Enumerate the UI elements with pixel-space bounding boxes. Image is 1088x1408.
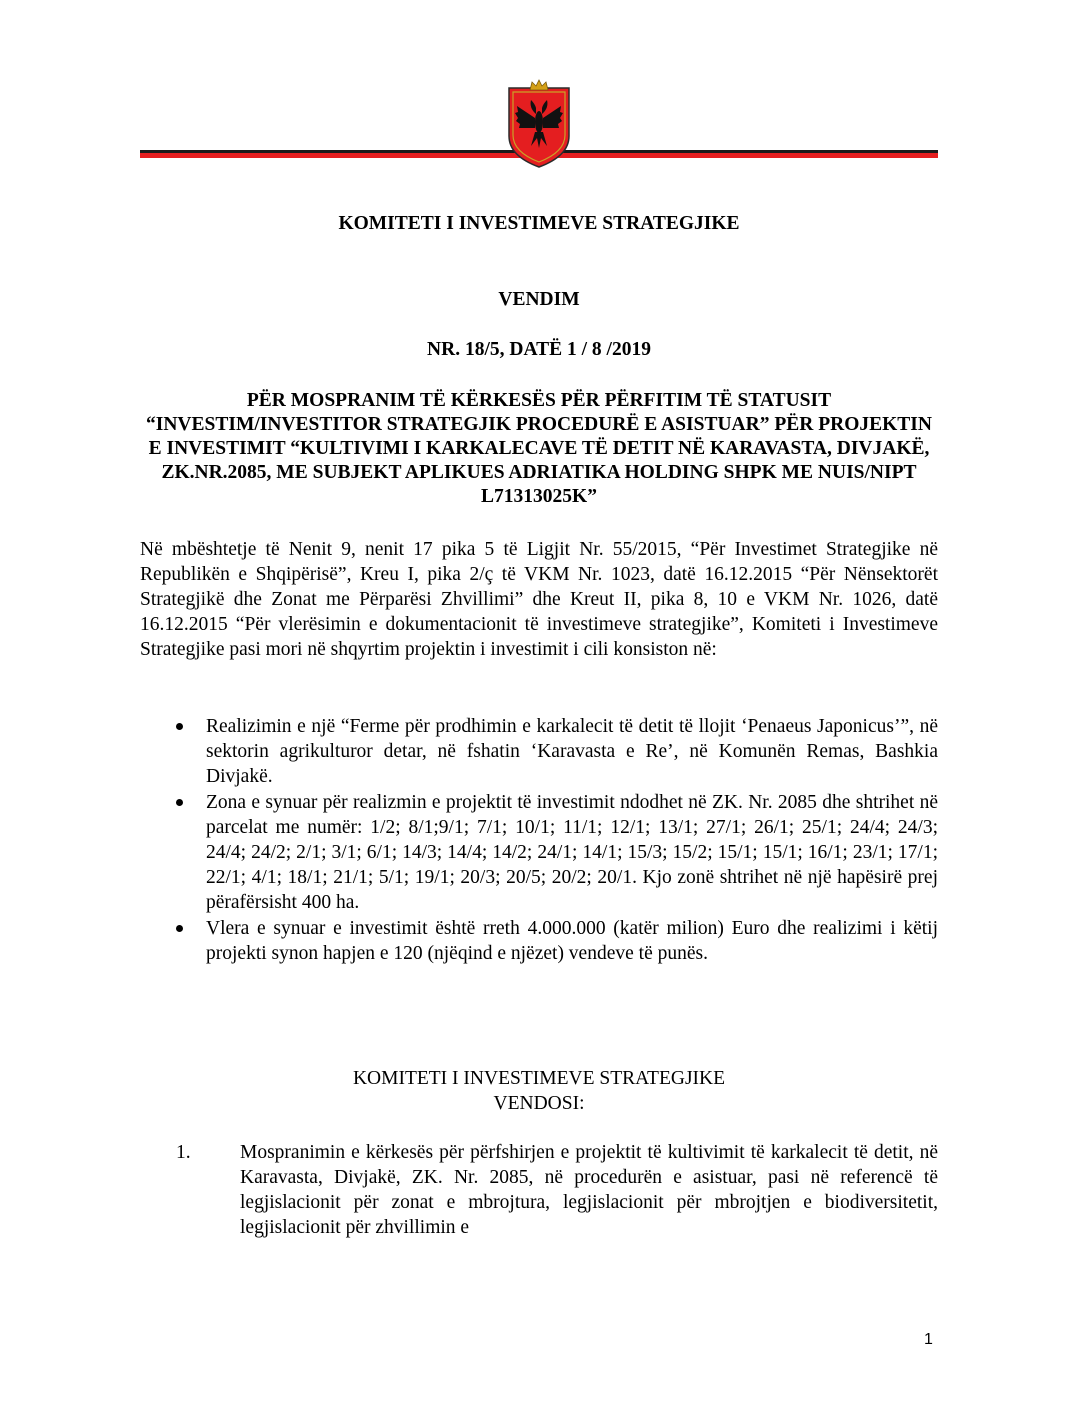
decides-committee-title: KOMITETI I INVESTIMEVE STRATEGJIKE	[352, 1068, 726, 1089]
decision-item-number: 1.	[176, 1142, 191, 1163]
subject-line: L71313025K”	[481, 486, 597, 507]
decision-type-title: VENDIM	[498, 289, 580, 310]
committee-title: KOMITETI I INVESTIMEVE STRATEGJIKE	[338, 213, 740, 234]
legal-basis-paragraph: Në mbështetje të Nenit 9, nenit 17 pika 5 të Ligjit Nr. 55/2015, “Për Investimet Strategjike në Republikën e Shqipërisë”, Kreu I, pika 2/ç të VKM Nr. 1023, datë 16.12.2015 “Për Nënsektorët Strategjikë dhe Zonat me Përparësi Zhvillimi” dhe Kreut II, pika 8, 10 e VKM Nr. 1026, datë 16.12.2015 “Për vlerësimin e dokumentacionit të investimeve strategjike”, Komiteti i Investimeve Strategjike pasi mori në shqyrtim projektin i investimit i cili konsiston në:	[140, 539, 938, 660]
list-item-text: Zona e synuar për realizmin e projektit të investimit ndodhet në ZK. Nr. 2085 dhe shtrihet në parcelat me numër: 1/2; 8/1;9/1; 7/1; 10/1; 11/1; 12/1; 13/1; 27/1; 26/1; 25/1; 24/4; 24/3; 24/4; 24/2; 2/1; 3/1; 6/1; 14/3; 14/4; 14/2; 24/1; 14/1; 15/3; 15/2; 15/1; 15/1; 16/1; 23/1; 17/1; 22/1; 4/1; 18/1; 21/1; 5/1; 19/1; 20/3; 20/5; 20/2; 20/1. Kjo zonë shtrihet në një hapësirë prej përafërsisht 400 ha.	[206, 792, 938, 913]
subject-line: “INVESTIM/INVESTITOR STRATEGJIK PROCEDURË E ASISTUAR” PËR PROJEKTIN	[146, 414, 932, 435]
decision-number-date: NR. 18/5, DATË 1 / 8 /2019	[427, 339, 651, 360]
albanian-coat-of-arms-icon	[505, 78, 573, 168]
decision-subject	[140, 389, 938, 509]
list-item-text: Realizimin e një “Ferme për prodhimin e karkalecit të detit të llojit ‘Penaeus Japonicus’”, në sektorin agrikulturor detar, në fshatin ‘Karavasta e Re’, në Komunën Remas, Bashkia Divjakë.	[206, 716, 938, 787]
list-item	[140, 790, 938, 915]
page-number: 1	[924, 1331, 933, 1348]
list-item	[140, 714, 938, 789]
bullet-icon	[176, 799, 183, 806]
subject-line: ZK.NR.2085, ME SUBJEKT APLIKUES ADRIATIKA HOLDING SHPK ME NUIS/NIPT	[161, 462, 917, 483]
subject-line: PËR MOSPRANIM TË KËRKESËS PËR PËRFITIM TË STATUSIT	[246, 390, 832, 411]
decision-item-text: Mospranimin e kërkesës për përfshirjen e projektit të kultivimit të karkalecit të detit, në Karavasta, Divjakë, ZK. Nr. 2085, në procedurën e asistuar, pasi në referencë të legjislacionit për zonat e mbrojtura, legjislacionit për mbrojtjen e biodiversitetit, legjislacionit për zhvillimin e	[240, 1142, 938, 1238]
bullet-icon	[176, 925, 183, 932]
decides-heading	[140, 1066, 938, 1116]
bullet-icon	[176, 723, 183, 730]
list-item-text: Vlera e synuar e investimit është rreth 4.000.000 (katër milion) Euro dhe realizimi i këtij projekti synon hapjen e 120 (njëqind e njëzet) vendeve të punës.	[206, 918, 938, 964]
project-details-list	[140, 714, 938, 967]
document-header	[0, 0, 1088, 170]
decision-item	[140, 1140, 938, 1240]
list-item	[140, 916, 938, 966]
decides-subtitle: VENDOSI:	[493, 1093, 585, 1114]
subject-line: E INVESTIMIT “KULTIVIMI I KARKALECAVE TË DETIT NË KARAVASTA, DIVJAKË,	[148, 438, 930, 459]
